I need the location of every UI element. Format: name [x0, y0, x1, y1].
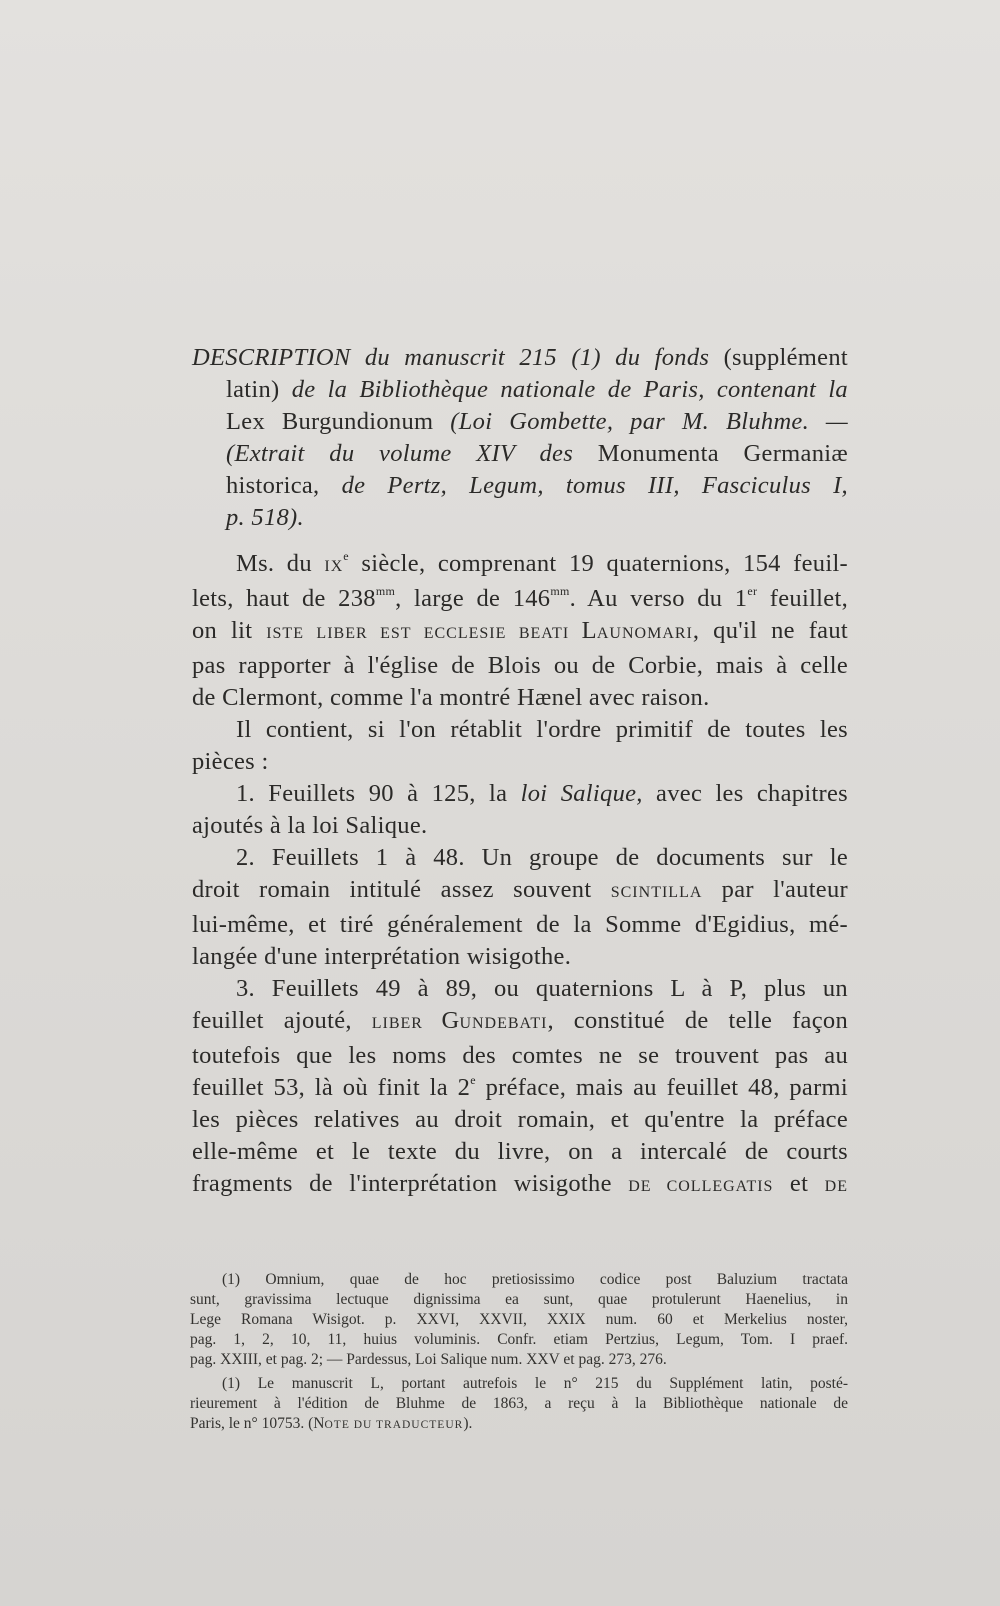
para2-line-2: pièces :: [192, 748, 269, 775]
item1-line-1: 1. Feuillets 90 à 125, la loi Salique, avec les chapitres: [236, 780, 849, 807]
heading-line-3: Lex Burgundionum (Loi Gombette, par M. Bluhme. —: [226, 408, 848, 435]
footnote1-line-5: pag. XXIII, et pag. 2; — Pardessus, Loi Salique num. XXV et pag. 273, 276.: [190, 1351, 667, 1368]
footnote1-line-4: pag. 1, 2, 10, 11, huius voluminis. Confr. etiam Pertzius, Legum, Tom. I praef.: [190, 1331, 848, 1348]
heading-line-1: DESCRIPTION du manuscrit 215 (1) du fonds (supplément: [192, 344, 848, 371]
item3-line-1: 3. Feuillets 49 à 89, ou quaternions L à P, plus un: [236, 975, 848, 1002]
item3-line-5: les pièces relatives au droit romain, et qu'entre la préface: [192, 1106, 848, 1133]
heading-line-6: p. 518).: [226, 504, 304, 531]
para1-line-3: on lit ISTE LIBER EST ECCLESIE BEATI LAUNOMARI, qu'il ne faut: [192, 617, 848, 644]
item2-line-4: langée d'une interprétation wisigothe.: [192, 943, 572, 970]
item2-line-1: 2. Feuillets 1 à 48. Un groupe de documents sur le: [236, 844, 848, 871]
footnote2-line-3: Paris, le n° 10753. (NOTE DU TRADUCTEUR).: [190, 1415, 473, 1432]
item1-line-2: ajoutés à la loi Salique.: [192, 812, 428, 839]
main-text: [192, 342, 848, 1203]
item2-line-3: lui-même, et tiré généralement de la Somme d'Egidius, mé-: [192, 911, 848, 938]
item2-line-2: droit romain intitulé assez souvent SCINTILLA par l'auteur: [192, 876, 848, 903]
heading-line-4: (Extrait du volume XIV des Monumenta Germaniæ: [226, 440, 848, 467]
heading-line-5: historica, de Pertz, Legum, tomus III, Fasciculus I,: [226, 472, 848, 499]
footnote2-line-2: rieurement à l'édition de Bluhme de 1863, a reçu à la Bibliothèque nationale de: [190, 1395, 848, 1412]
heading-title: DESCRIPTION du manuscrit 215 (1) du fonds: [192, 344, 710, 371]
para1-line-2: lets, haut de $238^{mm}$, large de $146^{mm}$. Au verso du 1er feuillet,: [192, 583, 848, 612]
item3-line-4: feuillet 53, là où finit la 2e préface, mais au feuillet 48, parmi: [192, 1072, 848, 1101]
para1-line-4: pas rapporter à l'église de Blois ou de Corbie, mais à celle: [192, 652, 848, 679]
footnote2-line-1: (1) Le manuscrit L, portant autrefois le n° 215 du Supplément latin, posté-: [222, 1375, 848, 1392]
spacer: [192, 534, 848, 548]
item3-line-6: elle-même et le texte du livre, on a intercalé de courts: [192, 1138, 848, 1165]
footnotes: [190, 1270, 848, 1435]
footnote1-line-1: (1) Omnium, quae de hoc pretiosissimo codice post Baluzium tractata: [222, 1271, 848, 1288]
item3-line-7: fragments de l'interprétation wisigothe DE COLLEGATIS et DE: [192, 1170, 848, 1197]
para1-line-5: de Clermont, comme l'a montré Hænel avec raison.: [192, 684, 710, 711]
footnote1-line-2: sunt, gravissima lectuque dignissima ea sunt, quae protulerunt Haenelius, in: [190, 1291, 848, 1308]
para2-line-1: Il contient, si l'on rétablit l'ordre primitif de toutes les: [236, 716, 848, 743]
para1-line-1: Ms. du IXe siècle, comprenant 19 quaternions, 154 feuil-: [236, 548, 849, 577]
heading-line-2: latin) de la Bibliothèque nationale de Paris, contenant la: [226, 376, 848, 403]
item3-line-3: toutefois que les noms des comtes ne se trouvent pas au: [192, 1042, 848, 1069]
item3-line-2: feuillet ajouté, LIBER GUNDEBATI, constitué de telle façon: [192, 1007, 848, 1034]
footnote1-line-3: Lege Romana Wisigot. p. XXVI, XXVII, XXIX num. 60 et Merkelius noster,: [190, 1311, 848, 1328]
